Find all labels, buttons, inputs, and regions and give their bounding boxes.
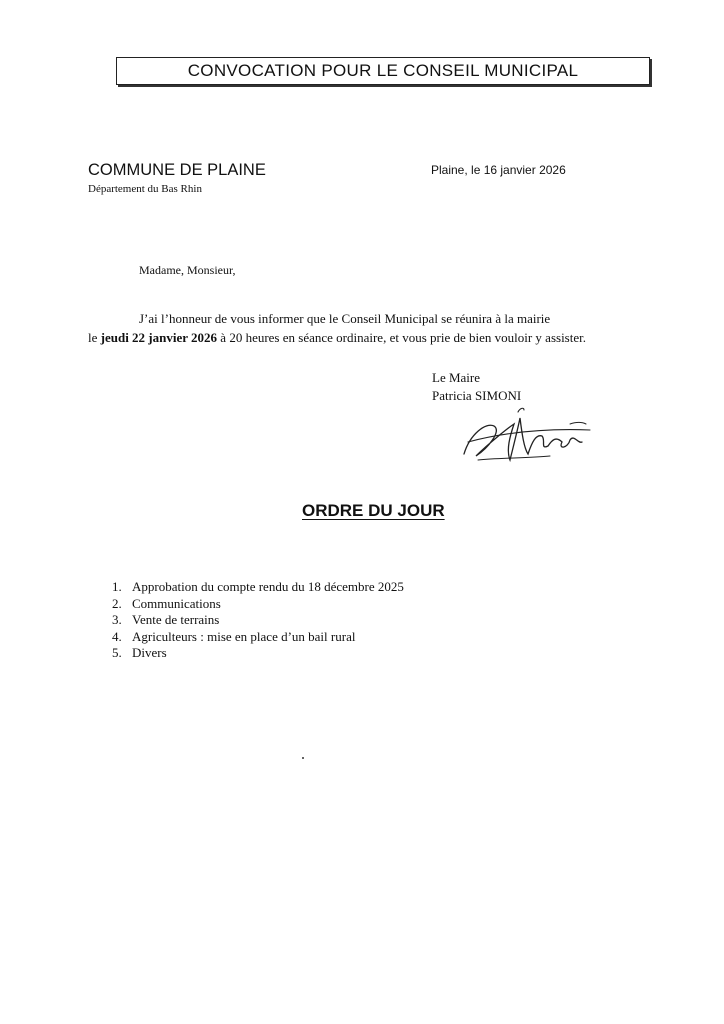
para2-suffix: à 20 heures en séance ordinaire, et vous prie de bien vouloir y assister. [217,330,586,345]
handwritten-signature [458,404,598,466]
agenda-item-number: 3. [112,612,122,627]
commune-name: COMMUNE DE PLAINE [88,161,266,179]
agenda-item [112,579,404,596]
agenda-item [112,645,404,662]
signatory-name: Patricia SIMONI [432,388,522,403]
agenda-item [112,612,404,629]
agenda-item-text: Communications [132,595,221,611]
meeting-date: jeudi 22 janvier 2026 [100,330,218,345]
agenda-item-number: 1. [112,579,122,594]
document-title-box [116,57,650,85]
agenda-list [112,579,404,662]
greeting: Madame, Monsieur, [139,263,236,277]
scan-speck [302,757,304,759]
document-title: CONVOCATION POUR LE CONSEIL MUNICIPAL [187,61,579,80]
agenda-item-text: Vente de terrains [132,612,220,627]
agenda-item [112,629,404,646]
agenda-title: ORDRE DU JOUR [302,501,445,520]
signatory-role: Le Maire [432,370,481,385]
para2-prefix: le [88,330,101,345]
date-line: Plaine, le 16 janvier 2026 [431,163,566,177]
departement: Département du Bas Rhin [88,183,202,195]
agenda-item-text: Approbation du compte rendu du 18 décembre 2025 [132,579,404,594]
letter-paragraph-line-2 [88,330,586,346]
agenda-item [112,596,404,613]
agenda-item-text: Agriculteurs : mise en place d’un bail rural [132,628,356,644]
agenda-item-number: 4. [112,628,122,644]
agenda-item-number: 5. [112,645,122,660]
agenda-item-number: 2. [112,595,122,611]
letter-paragraph-line-1: J’ai l’honneur de vous informer que le Conseil Municipal se réunira à la mairie [139,311,551,326]
agenda-item-text: Divers [132,645,167,660]
